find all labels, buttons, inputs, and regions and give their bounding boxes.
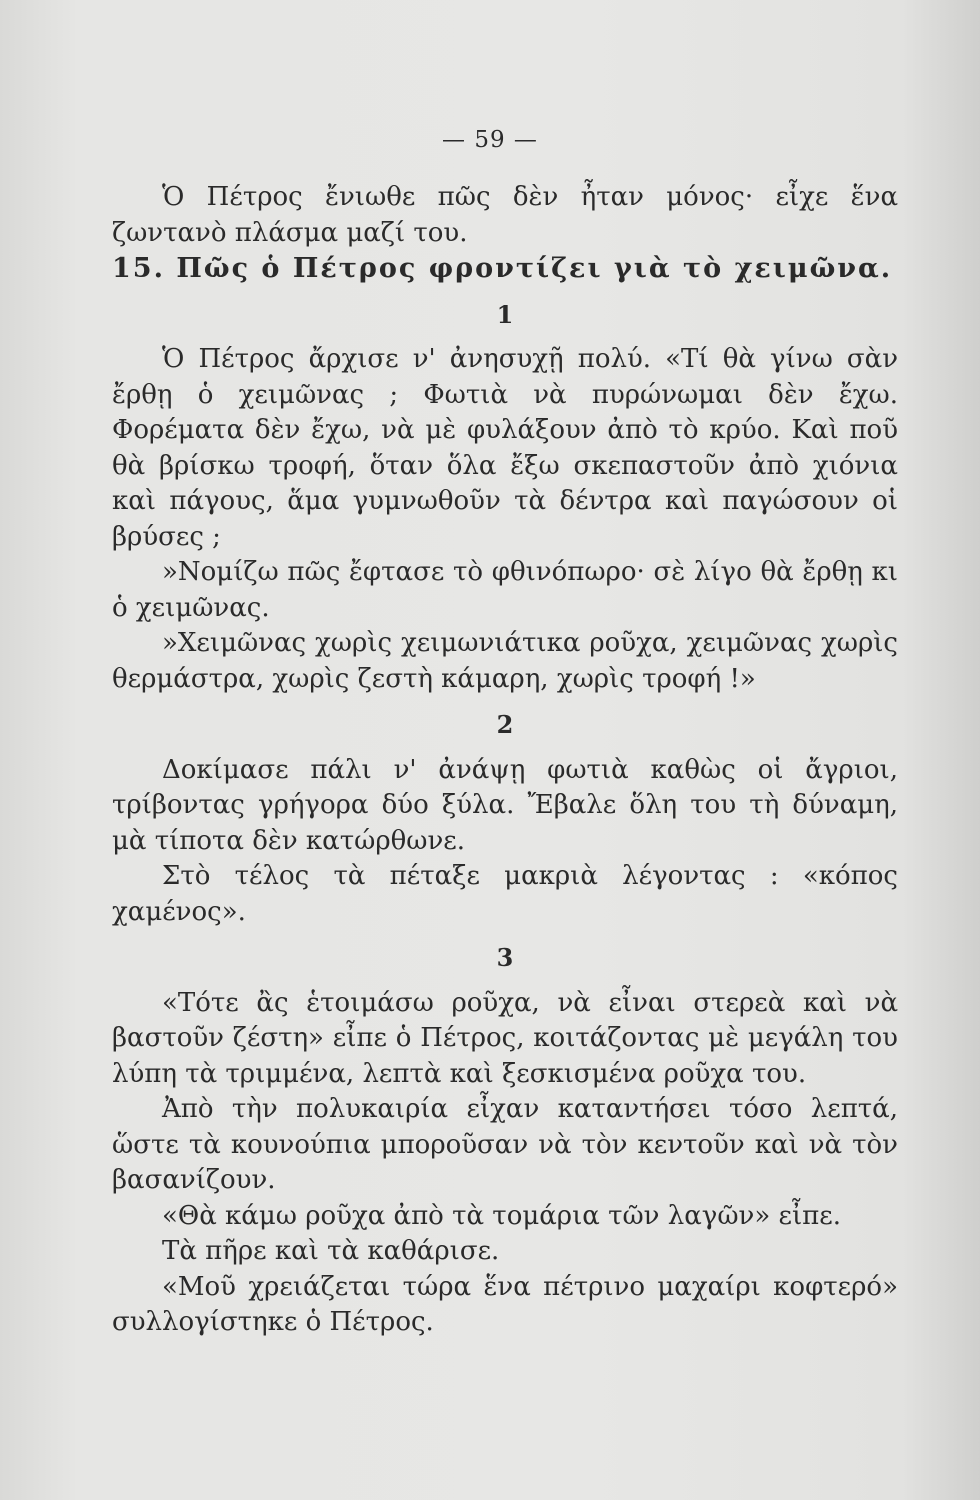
paragraph: Στὸ τέλος τὰ πέταξε μακριὰ λέγοντας : «κόπος χαμένος». [112,861,898,927]
paragraph: Τὰ πῆρε καὶ τὰ καθάρισε. [162,1236,500,1266]
page-text [112,180,898,1341]
paragraph: «Θὰ κάμω ροῦχα ἀπὸ τὰ τομάρια τῶν λαγῶν» εἶπε. [162,1200,841,1231]
paragraph: «Τότε ἂς ἑτοιμάσω ροῦχα, νὰ εἶναι στερεὰ καὶ νὰ βαστοῦν ζέστη» εἶπε ὁ Πέτρος, κοιτάζοντας μὲ μεγάλη του λύπη τὰ τριμμένα, λεπτὰ καὶ ξεσκισμένα ροῦχα του. [112,987,898,1089]
section-number: 2 [496,710,514,739]
paragraph: Δοκίμασε πάλι ν' ἀνάψῃ φωτιὰ καθὼς οἱ ἄγριοι, τρίβοντας γρήγορα δύο ξύλα. Ἔβαλε ὅλη του τὴ δύναμη, μὰ τίποτα δὲν κατώρθωνε. [112,754,898,856]
paragraph: Ἀπὸ τὴν πολυκαιρία εἶχαν καταντήσει τόσο λεπτά, ὥστε τὰ κουνούπια μποροῦσαν νὰ τὸν κεντοῦν καὶ νὰ τὸν βασανίζουν. [112,1094,898,1195]
paragraph: »Νομίζω πῶς ἔφτασε τὸ φθινόπωρο· σὲ λίγο θὰ ἔρθῃ κι ὁ χειμῶνας. [112,557,898,623]
chapter-title: 15. Πῶς ὁ Πέτρος φροντίζει γιὰ τὸ χειμῶνα. [112,253,893,284]
paragraph: »Χειμῶνας χωρὶς χειμωνιάτικα ροῦχα, χειμῶνας χωρὶς θερμάστρα, χωρὶς ζεστὴ κάμαρη, χωρὶς τροφή !» [112,628,898,694]
paragraph: «Μοῦ χρειάζεται τώρα ἕνα πέτρινο μαχαίρι κοφτερό» συλλογίστηκε ὁ Πέτρος. [112,1271,898,1337]
intro-paragraph: Ὁ Πέτρος ἔνιωθε πῶς δὲν ἦταν μόνος· εἶχε ἕνα ζωντανὸ πλάσμα μαζί του. [112,182,898,248]
page-number: — 59 — [442,127,538,153]
paragraph: Ὁ Πέτρος ἄρχισε ν' ἀνησυχῇ πολύ. «Τί θὰ γίνω σὰν ἔρθῃ ὁ χειμῶνας ; Φωτιὰ νὰ πυρώνωμαι δὲν ἔχω. Φορέματα δὲν ἔχω, νὰ μὲ φυλάξουν ἀπὸ τὸ κρύο. Καὶ ποῦ θὰ βρίσκω τροφή, ὅταν ὅλα ἔξω σκεπαστοῦν ἀπὸ χιόνια καὶ πάγους, ἅμα γυμνωθοῦν τὰ δέντρα καὶ παγώσουν οἱ βρύσες ; [112,344,898,552]
section-number: 3 [496,943,514,972]
section-number: 1 [496,299,514,329]
